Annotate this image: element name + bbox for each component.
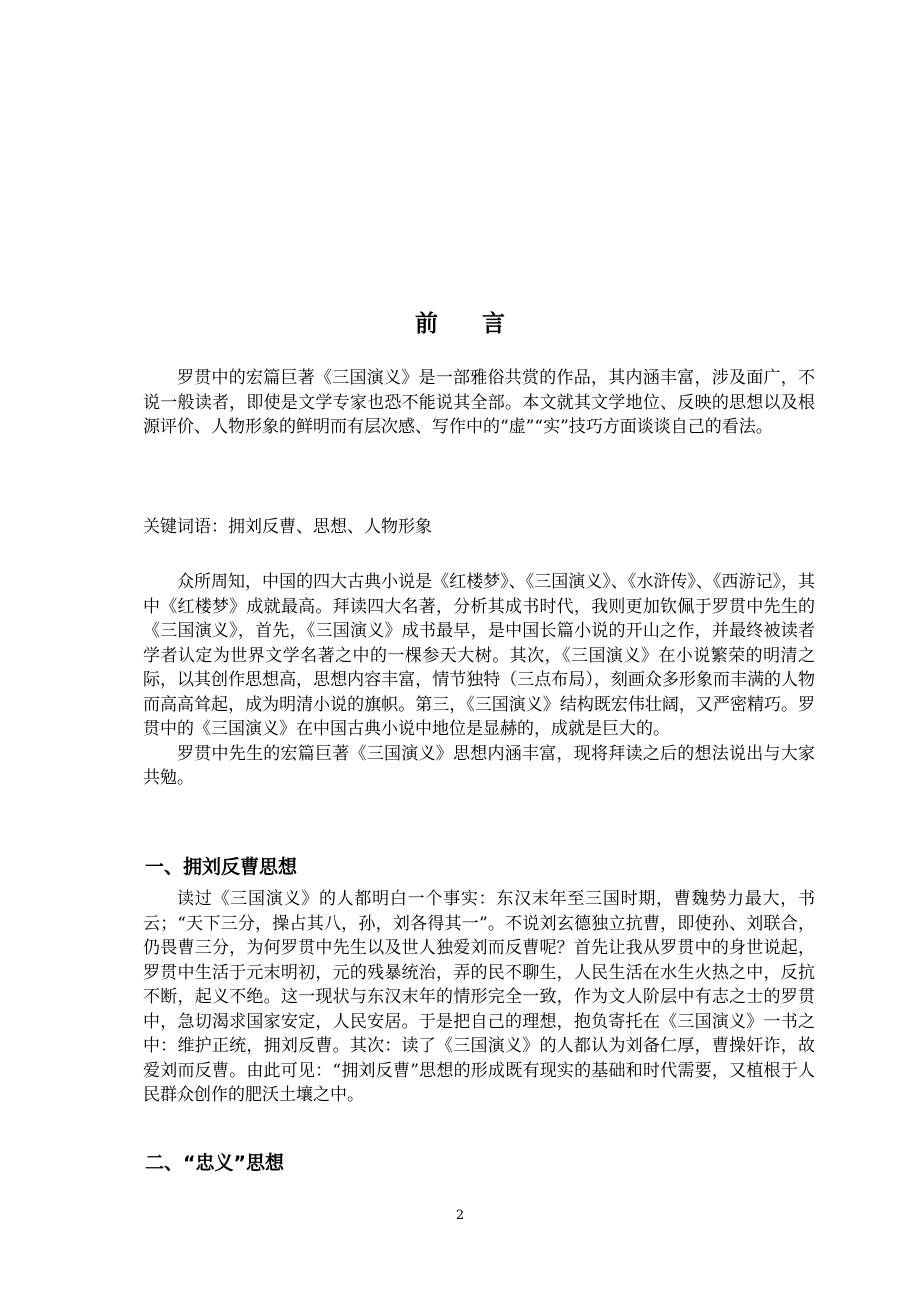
intro-paragraph-1: 众所周知，中国的四大古典小说是《红楼梦》、《三国演义》、《水浒传》、《西游记》，其中《红楼梦》成就最高。拜读四大名著，分析其成书时代，我则更加钦佩于罗贯中先生的《三国演义》，首先，《三国演义》成书最早，是中国长篇小说的开山之作，并最终被读者学者认定为世界文学名著之中的一棵参天大树。其次，《三国演义》在小说繁荣的明清之际，以其创作思想高，思想内容丰富，情节独特（三点布局），刻画众多形象而丰满的人物而高高耸起，成为明清小说的旗帜。第三，《三国演义》结构既宏伟壮阔，又严密精巧。罗贯中的《三国演义》在中国古典小说中地位是显赫的，成就是巨大的。 <box>143 572 815 739</box>
keywords <box>143 515 815 540</box>
abstract <box>143 366 815 440</box>
section-heading-2: 二、“忠义”思想 <box>145 1152 284 1174</box>
section-1-body <box>143 887 815 1108</box>
page-title: 前言 <box>415 311 549 337</box>
intro <box>143 570 815 791</box>
page-number: 2 <box>455 1208 465 1223</box>
keywords-text: 关键词语：拥刘反曹、思想、人物形象 <box>143 517 432 537</box>
intro-paragraph-2: 罗贯中先生的宏篇巨著《三国演义》思想内涵丰富，现将拜读之后的想法说出与大家共勉。 <box>143 743 815 788</box>
section-1-paragraph: 读过《三国演义》的人都明白一个事实：东汉末年至三国时期，曹魏势力最大，书云；“天下三分，操占其八，孙，刘各得其一”。不说刘玄德独立抗曹，即使孙、刘联合，仍畏曹三分，为何罗贯中先生以及世人独爱刘而反曹呢？首先让我从罗贯中的身世说起，罗贯中生活于元末明初，元的残暴统治，弄的民不聊生，人民生活在水生火热之中，反抗不断，起义不绝。这一现状与东汉末年的情形完全一致，作为文人阶层中有志之士的罗贯中，急切渴求国家安定，人民安居。于是把自己的理想，抱负寄托在《三国演义》一书之中：维护正统，拥刘反曹。其次：读了《三国演义》的人都认为刘备仁厚，曹操奸诈，故爱刘而反曹。由此可见：“拥刘反曹”思想的形成既有现实的基础和时代需要，又植根于人民群众创作的肥沃土壤之中。 <box>143 889 815 1105</box>
section-heading-1: 一、拥刘反曹思想 <box>145 856 298 878</box>
abstract-text: 罗贯中的宏篇巨著《三国演义》是一部雅俗共赏的作品，其内涵丰富，涉及面广，不说一般读者，即使是文学专家也恐不能说其全部。本文就其文学地位、反映的思想以及根源评价、人物形象的鲜明而有层次感、写作中的“虚”“实”技巧方面谈谈自己的看法。 <box>143 368 815 437</box>
